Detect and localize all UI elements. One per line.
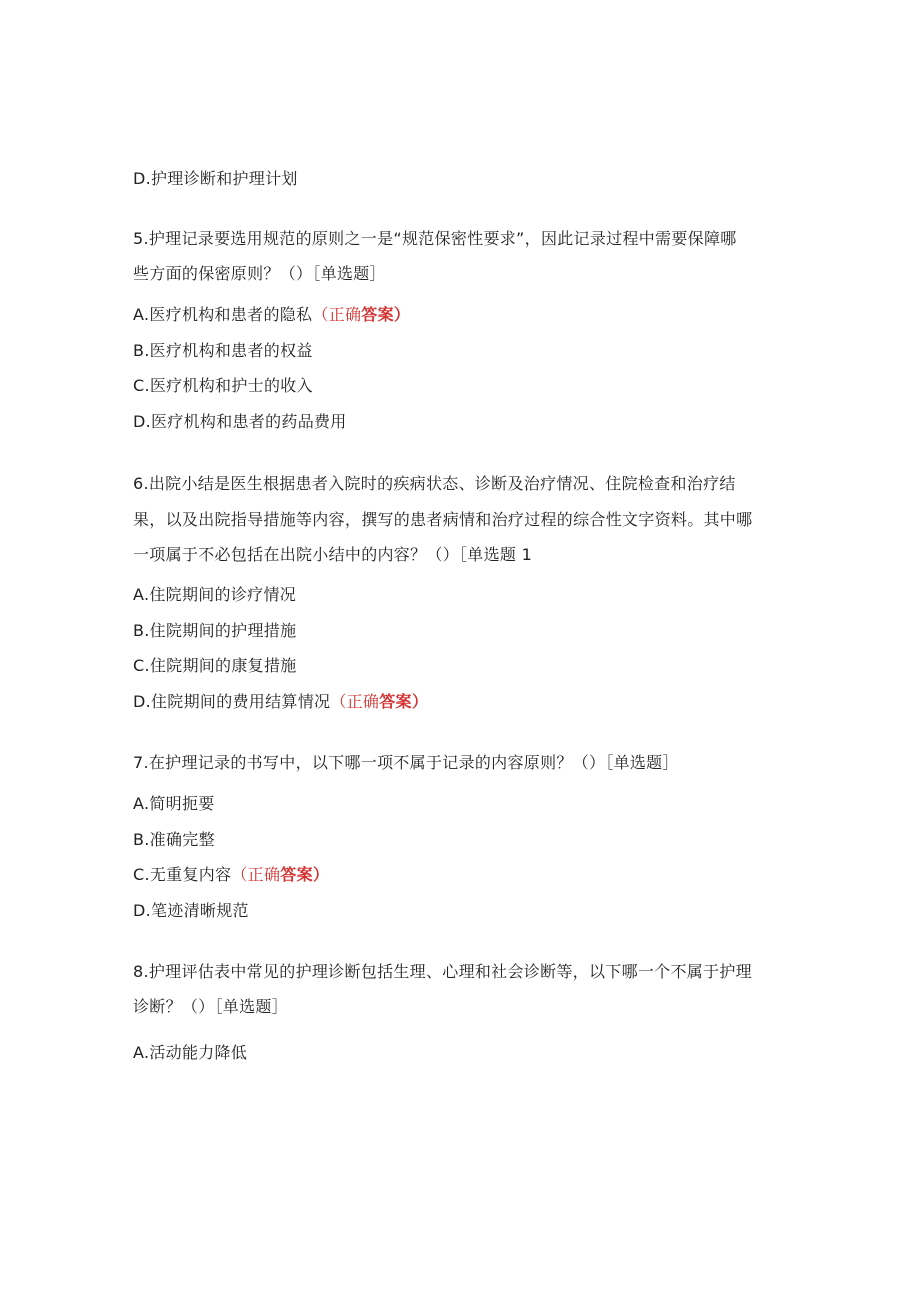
q5-option-b: B.医疗机构和患者的权益	[133, 341, 313, 360]
q5-option-c: C.医疗机构和护士的收入	[133, 376, 313, 395]
q5-stem-line-2: 些方面的保密原则？（）［单选题］	[133, 264, 386, 283]
q6-stem-line-2: 果，以及出院指导措施等内容，撰写的患者病情和治疗过程的综合性文字资料。其中哪	[133, 510, 753, 529]
correct-answer-mark: （正确	[231, 865, 281, 884]
q7-option-d: D.笔迹清晰规范	[133, 901, 249, 920]
correct-answer-mark-bold: 答案）	[361, 305, 411, 324]
q5-stem-line-1: 5.护理记录要选用规范的原则之一是“规范保密性要求”，因此记录过程中需要保障哪	[133, 229, 737, 248]
q6-option-a: A.住院期间的诊疗情况	[133, 585, 297, 604]
q7-option-b: B.准确完整	[133, 830, 215, 849]
q8-stem-line-1: 8.护理评估表中常见的护理诊断包括生理、心理和社会诊断等，以下哪一个不属于护理	[133, 962, 752, 981]
option-text: A.医疗机构和患者的隐私	[133, 305, 313, 324]
q7-stem-line-1: 7.在护理记录的书写中，以下哪一项不属于记录的内容原则？（）［单选题］	[133, 753, 679, 772]
option-text: D.护理诊断和护理计划	[133, 169, 298, 188]
correct-answer-mark: （正确	[312, 305, 362, 324]
q6-option-c: C.住院期间的康复措施	[133, 656, 297, 675]
option-text: D.住院期间的费用结算情况	[133, 692, 331, 711]
q5-option-a	[133, 305, 783, 325]
q5-option-d: D.医疗机构和患者的药品费用	[133, 412, 347, 431]
q7-option-a: A.简明扼要	[133, 794, 215, 813]
q8-stem-line-2: 诊断？（）［单选题］	[133, 997, 289, 1016]
correct-answer-mark: （正确	[330, 692, 380, 711]
correct-answer-mark-bold: 答案）	[280, 865, 330, 884]
q6-option-b: B.住院期间的护理措施	[133, 621, 297, 640]
q7-option-c	[133, 865, 783, 885]
option-text: C.无重复内容	[133, 865, 232, 884]
q6-option-d	[133, 692, 783, 712]
q8-option-a: A.活动能力降低	[133, 1043, 248, 1062]
q6-stem-line-1: 6.出院小结是医生根据患者入院时的疾病状态、诊断及治疗情况、住院检查和治疗结	[133, 474, 736, 493]
q6-stem-line-3: 一项属于不必包括在出院小结中的内容？（）［单选题 1	[133, 545, 533, 564]
correct-answer-mark-bold: 答案）	[379, 692, 429, 711]
prev-question-option-d	[133, 169, 783, 189]
